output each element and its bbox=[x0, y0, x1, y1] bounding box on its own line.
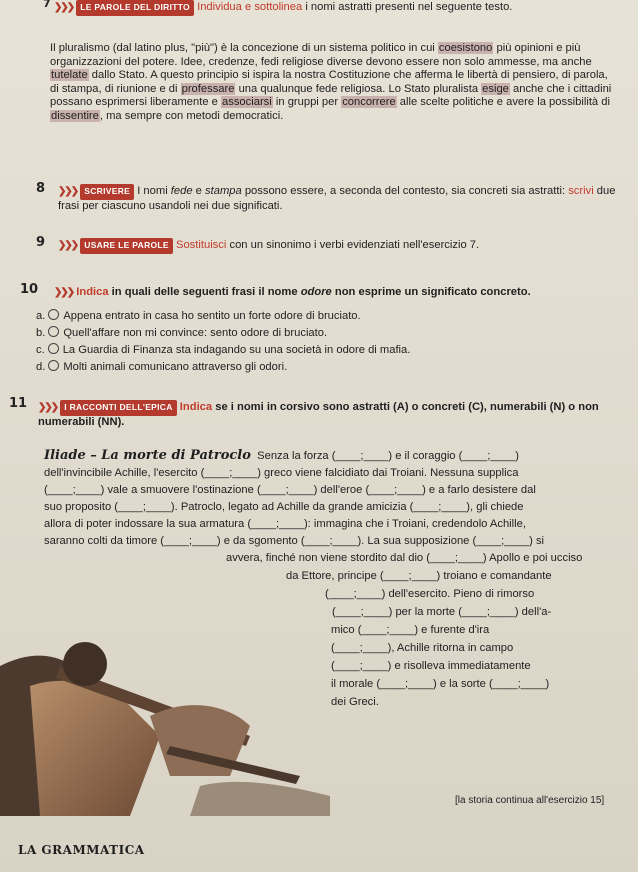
option-b[interactable]: b. Quell'affare non mi convince: sento odore di bruciato. bbox=[36, 327, 328, 339]
option-c[interactable]: c. La Guardia di Finanza sta indagando su una società in odore di mafia. bbox=[36, 344, 411, 356]
story-line-13: (____;____) e risolleva immediatamente bbox=[331, 660, 531, 672]
exercise-10-number: 10 bbox=[20, 282, 39, 297]
highlight-tutelate: tutelate bbox=[51, 69, 88, 82]
story-line-1: Iliade – La morte di Patroclo Senza la forza (____;____) e il coraggio (____;____) bbox=[44, 448, 519, 463]
exercise-7-number: 7 bbox=[43, 0, 51, 10]
exercise-9-tag: USARE LE PAROLE bbox=[80, 238, 173, 254]
story-line-7: avvera, finché non viene stordito dal dio (____;____) Apollo e poi ucciso bbox=[226, 552, 583, 564]
helmet bbox=[63, 642, 107, 686]
exercise-10-instruction: ❯❯❯ Indica in quali delle seguenti frasi il nome odore non esprime un significato concreto. bbox=[54, 286, 531, 298]
radio-circle-icon[interactable] bbox=[48, 343, 59, 354]
exercise-9-number: 9 bbox=[36, 235, 46, 250]
continuation-note: [la storia continua all'esercizio 15] bbox=[455, 795, 605, 806]
story-line-4: suo proposito (____;____). Patroclo, legato ad Achille da grande amicizia (____;____), gli chiede bbox=[44, 501, 524, 513]
story-line-12: (____;____), Achille ritorna in campo bbox=[331, 642, 514, 654]
highlight-dissentire: dissentire bbox=[51, 109, 99, 122]
exercise-7-instruction bbox=[54, 0, 638, 16]
achilles-patroclus-illustration bbox=[0, 626, 330, 816]
story-line-2: dell'invincibile Achille, l'esercito (____;____) greco viene falcidiato dai Troiani. Nessuna supplica bbox=[44, 467, 519, 479]
story-line-11: mico (____;____) e furente d'ira bbox=[331, 624, 490, 636]
highlight-coesistono: coesistono bbox=[438, 42, 493, 54]
story-line-15: dei Greci. bbox=[331, 696, 379, 708]
exercise-7-verb: Individua e sottolinea bbox=[197, 1, 303, 13]
option-a[interactable]: a. Appena entrato in casa ho sentito un forte odore di bruciato. bbox=[36, 310, 361, 322]
radio-circle-icon[interactable] bbox=[48, 309, 59, 320]
story-line-8: da Ettore, principe (____;____) troiano e comandante bbox=[286, 570, 552, 582]
exercise-11-number: 11 bbox=[9, 396, 28, 411]
exercise-11-instruction: ❯❯❯ I RACCONTI DELL'EPICA Indica se i nomi in corsivo sono astratti (A) o concreti (C), numerabili (N) o non numerabili (NN). bbox=[38, 401, 599, 428]
highlight-associarsi: associarsi bbox=[222, 96, 272, 109]
story-line-10: (____;____) per la morte (____;____) dell'a- bbox=[332, 606, 552, 618]
exercise-8-instruction: ❯❯❯ SCRIVERE I nomi fede e stampa possono essere, a seconda del contesto, sia concreti sia astratti: scrivi due frasi per ciascuno usandoli nei due significati. bbox=[58, 185, 616, 212]
arrow-icon: ❯❯❯ bbox=[54, 2, 74, 13]
exercise-11-tag: I RACCONTI DELL'EPICA bbox=[60, 400, 176, 416]
section-footer: LA GRAMMATICA bbox=[18, 843, 145, 857]
exercise-7-tag: LE PAROLE DEL DIRITTO bbox=[76, 0, 194, 16]
story-line-6: saranno colti da timore (____;____) e da sgomento (____;____). La sua supposizione (____;____) si bbox=[44, 535, 545, 547]
highlight-esige: esige bbox=[482, 82, 509, 95]
story-title: Iliade – La morte di Patroclo bbox=[44, 448, 251, 463]
exercise-9-instruction: ❯❯❯ USARE LE PAROLE Sostituisci con un sinonimo i verbi evidenziati nell'esercizio 7. bbox=[58, 238, 628, 254]
story-line-14: il morale (____;____) e la sorte (____;____) bbox=[331, 678, 550, 690]
exercise-8-tag: SCRIVERE bbox=[80, 184, 134, 200]
story-line-3: (____;____) vale a smuovere l'ostinazione (____;____) dell'eroe (____;____) e a farlo desistere dal bbox=[44, 484, 536, 496]
story-line-5: allora di poter indossare la sua armatura (____;____): immagina che i Troiani, credendolo Achille, bbox=[44, 518, 526, 530]
option-d[interactable]: d. Molti animali comunicano attraverso gli odori. bbox=[36, 361, 288, 373]
story-line-9: (____;____) dell'esercito. Pieno di rimorso bbox=[325, 588, 535, 600]
exercise-7-text: i nomi astratti presenti nel seguente testo. bbox=[302, 1, 513, 13]
radio-circle-icon[interactable] bbox=[48, 326, 59, 337]
exercise-8-number: 8 bbox=[36, 181, 46, 196]
radio-circle-icon[interactable] bbox=[48, 360, 59, 371]
highlight-concorrere: concorrere bbox=[342, 96, 396, 109]
highlight-professare: professare bbox=[181, 82, 235, 95]
exercise-7-paragraph: Il pluralismo (dal latino plus, "più") è la concezione di un sistema politico in cui coesistono più opinioni e più organizzazioni del potere. Idee, credenze, fedi religiose diverse devono essere non solo ammesse, ma anche tutelate dallo Stato. A questo principio si ispira la nostra Costituzione che afferma le libertà di pensiero, di parola, di stampa, di riunione e di professare una qualunque fede religiosa. Lo Stato pluralista esige anche che i cittadini possano esprimersi liberamente e associarsi in gruppi per concorrere alle scelte politiche e avere la possibilità di dissentire, ma sempre con metodi democratici. bbox=[50, 42, 612, 122]
